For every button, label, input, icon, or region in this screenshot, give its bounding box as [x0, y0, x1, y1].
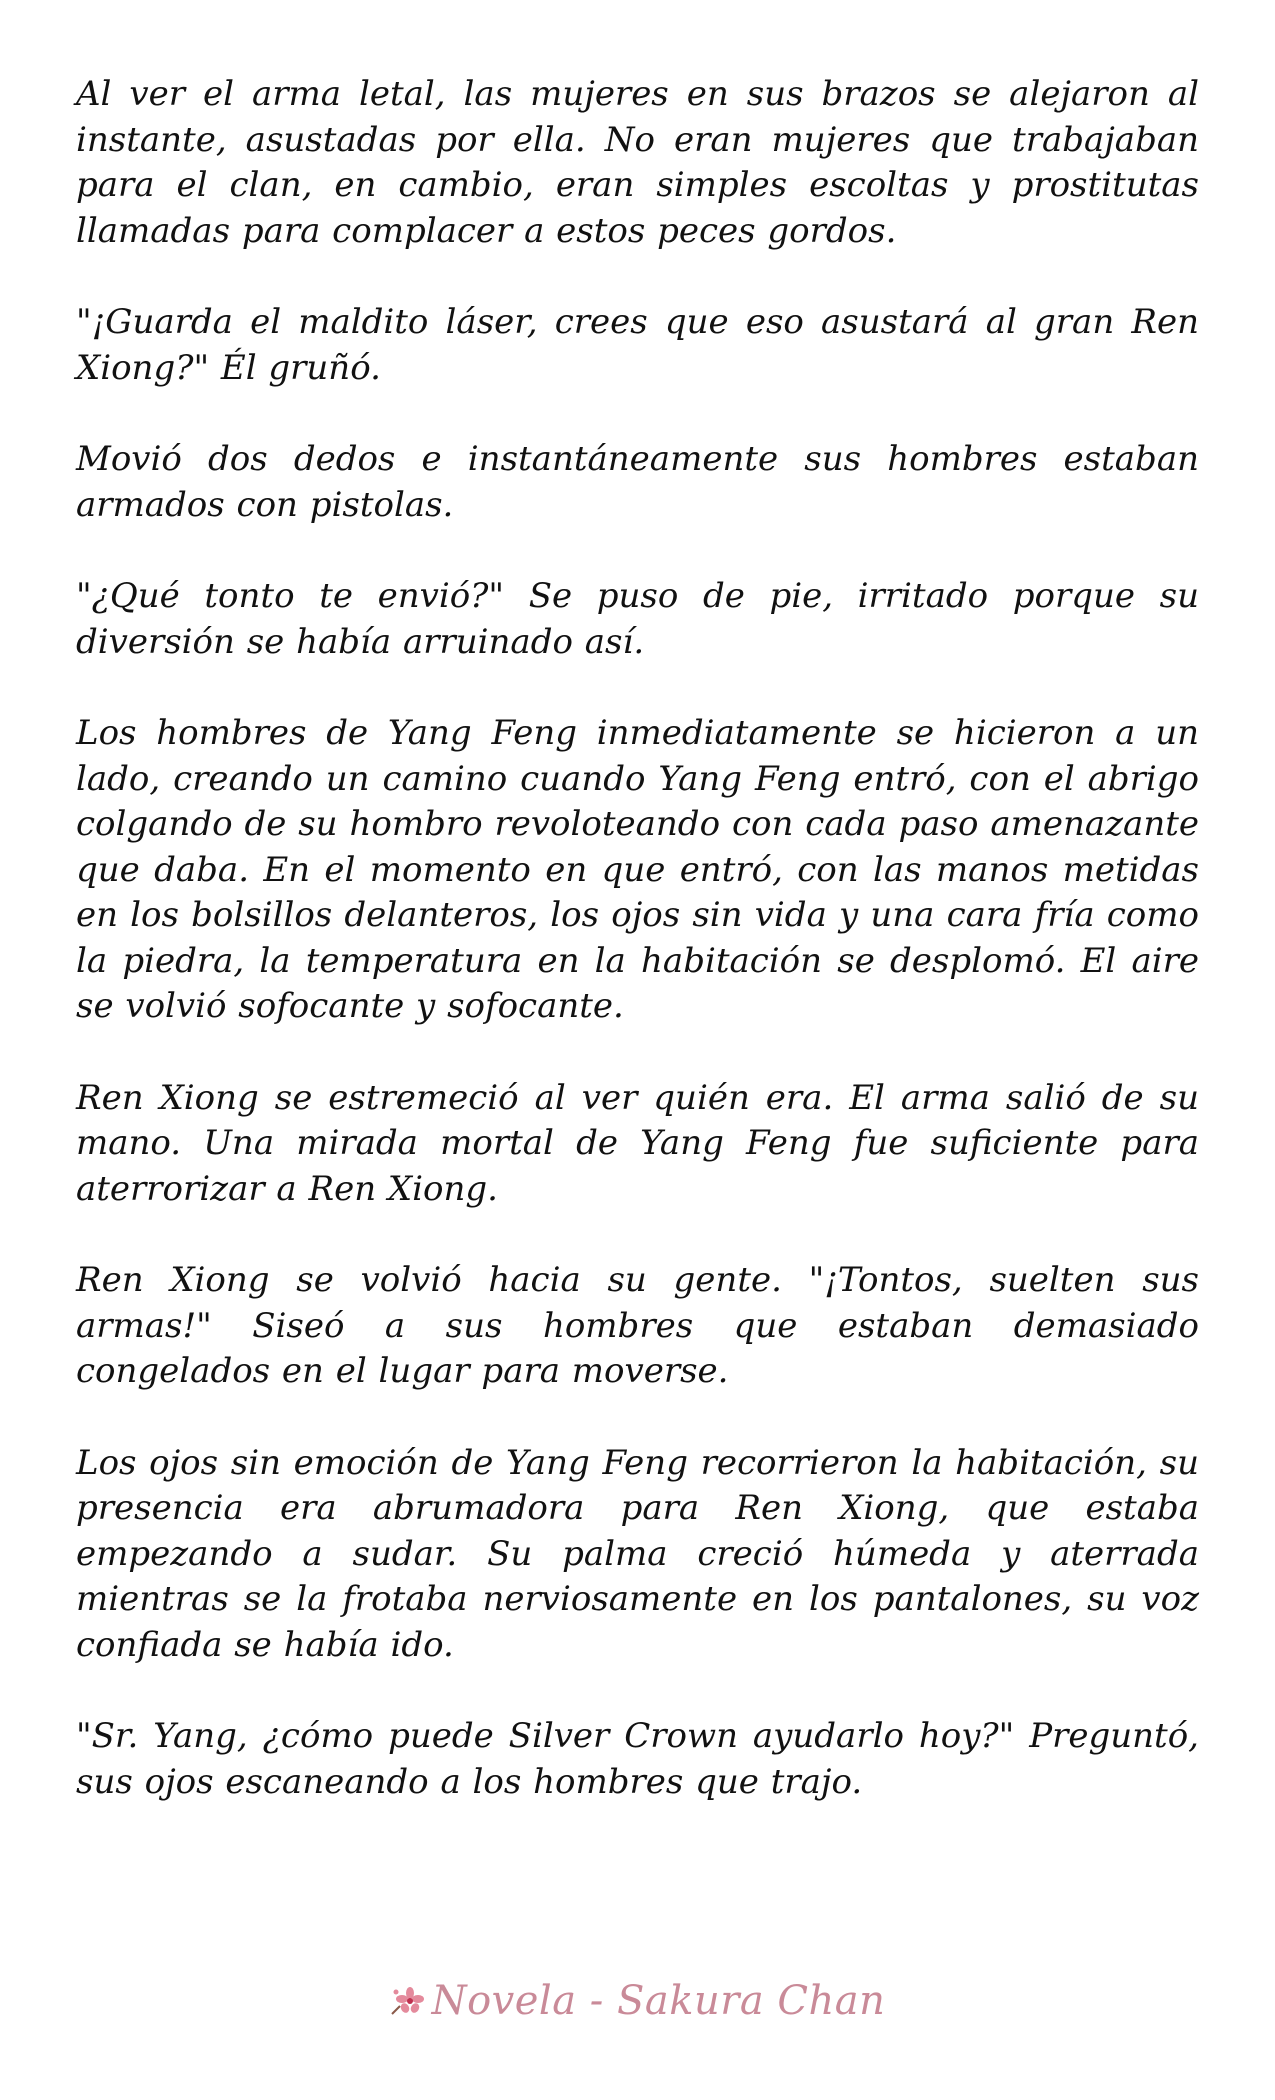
paragraph-5: Los hombres de Yang Feng inmediatamente se hicieron a un lado, creando un camino cuando Yang Feng entró, con el abrigo colgando de su hombro revoloteando con cada paso amenazante que daba. En el momento en que entró, con las manos metidas en los bolsillos delanteros, los ojos sin vida y una cara fría como la piedra, la temperatura en la habitación se desplomó. El aire se volvió sofocante y sofocante. — [76, 713, 1199, 1026]
paragraph-2: "¡Guarda el maldito láser, crees que eso asustará al gran Ren Xiong?" Él gruñó. — [76, 302, 1199, 388]
paragraph-7: Ren Xiong se volvió hacia su gente. "¡Tontos, suelten sus armas!" Siseó a sus hombres que estaban demasiado congelados en el lugar para moverse. — [76, 1260, 1199, 1391]
paragraph-8: Los ojos sin emoción de Yang Feng recorrieron la habitación, su presencia era abrumadora para Ren Xiong, que estaba empezando a sudar. Su palma creció húmeda y aterrada mientras se la frotaba nerviosamente en los pantalones, su voz confiada se había ido. — [76, 1442, 1199, 1665]
paragraph-4: "¿Qué tonto te envió?" Se puso de pie, irritado porque su diversión se había arruinado así. — [76, 576, 1199, 662]
watermark — [0, 1978, 1275, 2024]
sakura-flower-icon — [390, 1984, 426, 2018]
paragraph-9: "Sr. Yang, ¿cómo puede Silver Crown ayudarlo hoy?" Preguntó, sus ojos escaneando a los hombres que trajo. — [76, 1716, 1199, 1802]
paragraph-3: Movió dos dedos e instantáneamente sus hombres estaban armados con pistolas. — [76, 439, 1199, 525]
paragraph-6: Ren Xiong se estremeció al ver quién era. El arma salió de su mano. Una mirada mortal de Yang Feng fue suficiente para aterrorizar a Ren Xiong. — [76, 1077, 1199, 1209]
paragraph-1: Al ver el arma letal, las mujeres en sus brazos se alejaron al instante, asustadas por ella. No eran mujeres que trabajaban para el clan, en cambio, eran simples escoltas y prostitutas llamadas para complacer a estos peces gordos. — [76, 74, 1199, 251]
watermark-text: Novela - Sakura Chan — [431, 1978, 886, 2024]
